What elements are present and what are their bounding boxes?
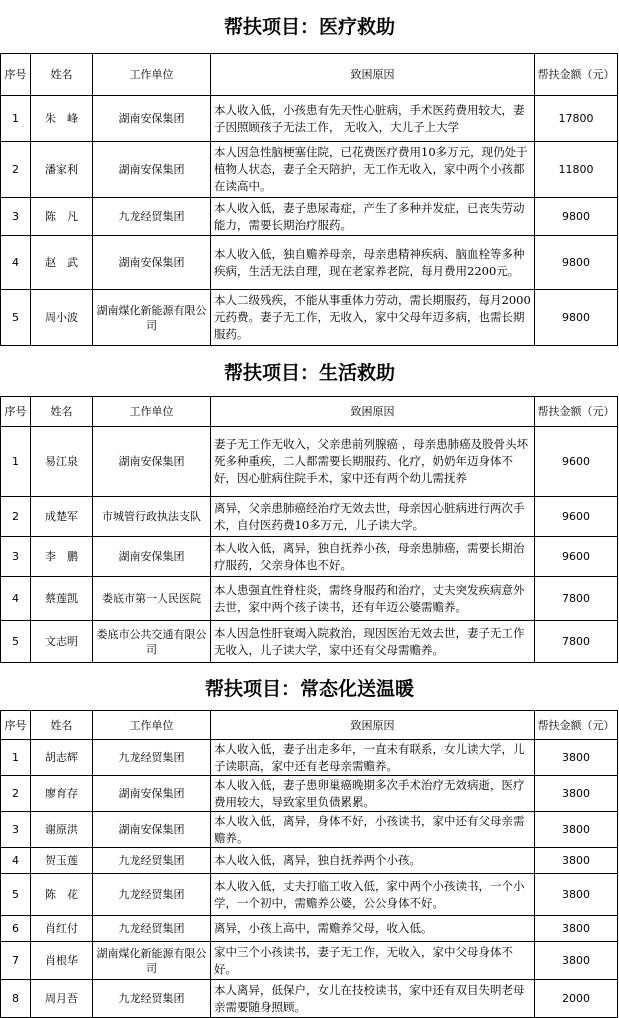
row-reason: 本人收入低，独自赡养母亲，母亲患精神疾病、脑血栓等多种疾病，生活无法自理，现在老家养老院，每月费用2200元。 xyxy=(211,236,535,290)
row-reason: 本人收入低，离异，独自抚养小孩，母亲患肺癌，需要长期治疗服药，父亲身体也不好。 xyxy=(211,537,535,577)
header-unit: 工作单位 xyxy=(93,54,211,96)
row-reason: 本人收入低，妻子出走多年，一直未有联系，女儿读大学，儿子读职高，家中还有老母亲需赡养。 xyxy=(211,740,535,776)
row-amount: 9800 xyxy=(535,290,618,346)
row-no: 3 xyxy=(1,198,31,236)
row-unit: 湖南安保集团 xyxy=(93,96,211,142)
table-row xyxy=(1,236,618,290)
table-row xyxy=(1,621,618,663)
row-reason: 本人收入低，离异，身体不好，小孩读书，家中还有父母亲需赡养。 xyxy=(211,812,535,848)
row-reason: 本人收入低，妻子患尿毒症，产生了多种并发症，已丧失劳动能力，需要长期治疗服药。 xyxy=(211,198,535,236)
row-unit: 湖南安保集团 xyxy=(93,142,211,198)
row-amount: 3800 xyxy=(535,942,618,980)
row-unit: 湖南安保集团 xyxy=(93,776,211,812)
row-reason: 本人收入低，丈夫打临工收入低，家中两个小孩读书，一个小学，一个初中，需赡养公婆，公公身体不好。 xyxy=(211,874,535,916)
table-row xyxy=(1,290,618,346)
row-no: 8 xyxy=(1,980,31,1018)
header-no: 序号 xyxy=(1,54,31,96)
section-title-warmth: 帮扶项目：常态化送温暖 xyxy=(204,678,414,700)
row-amount: 3800 xyxy=(535,874,618,916)
row-name: 胡志辉 xyxy=(31,740,93,776)
row-name: 周月吾 xyxy=(31,980,93,1018)
table-row xyxy=(1,980,618,1018)
row-reason: 离异，小孩上高中，需赡养父母，收入低。 xyxy=(211,916,535,942)
table-header-row xyxy=(1,54,618,96)
table-row xyxy=(1,537,618,577)
table-row xyxy=(1,740,618,776)
table-row xyxy=(1,577,618,621)
row-name: 谢原洪 xyxy=(31,812,93,848)
row-name: 文志明 xyxy=(31,621,93,663)
table-row xyxy=(1,812,618,848)
row-name: 赵 武 xyxy=(31,236,93,290)
row-amount: 9600 xyxy=(535,427,618,497)
row-name: 陈 花 xyxy=(31,874,93,916)
row-name: 肖根华 xyxy=(31,942,93,980)
table-row xyxy=(1,497,618,537)
row-unit: 九龙经贸集团 xyxy=(93,198,211,236)
row-amount: 7800 xyxy=(535,577,618,621)
table-header-row xyxy=(1,711,618,740)
header-no: 序号 xyxy=(1,711,31,740)
row-unit: 湖南安保集团 xyxy=(93,537,211,577)
header-unit: 工作单位 xyxy=(93,397,211,427)
row-amount: 3800 xyxy=(535,812,618,848)
row-unit: 九龙经贸集团 xyxy=(93,980,211,1018)
row-reason: 本人离异，低保户，女儿在技校读书，家中还有双目失明老母亲需要随身照顾。 xyxy=(211,980,535,1018)
header-amount: 帮扶金额（元） xyxy=(535,54,618,96)
row-amount: 9800 xyxy=(535,236,618,290)
header-amount: 帮扶金额（元） xyxy=(535,711,618,740)
row-no: 4 xyxy=(1,577,31,621)
header-name: 姓名 xyxy=(31,397,93,427)
row-no: 3 xyxy=(1,812,31,848)
row-unit: 九龙经贸集团 xyxy=(93,874,211,916)
row-amount: 9600 xyxy=(535,497,618,537)
row-amount: 9600 xyxy=(535,537,618,577)
row-unit: 湖南安保集团 xyxy=(93,812,211,848)
row-no: 4 xyxy=(1,236,31,290)
row-name: 周小波 xyxy=(31,290,93,346)
row-name: 易江泉 xyxy=(31,427,93,497)
row-unit: 九龙经贸集团 xyxy=(93,848,211,874)
row-no: 1 xyxy=(1,427,31,497)
row-unit: 娄底市公共交通有限公司 xyxy=(93,621,211,663)
row-reason: 本人收入低，离异，独自抚养两个小孩。 xyxy=(211,848,535,874)
section-title-medical: 帮扶项目：医疗救助 xyxy=(223,16,395,38)
row-unit: 九龙经贸集团 xyxy=(93,740,211,776)
table-row xyxy=(1,942,618,980)
section-title-living: 帮扶项目：生活救助 xyxy=(223,362,395,384)
table-row xyxy=(1,96,618,142)
row-amount: 3800 xyxy=(535,776,618,812)
header-name: 姓名 xyxy=(31,54,93,96)
row-no: 1 xyxy=(1,96,31,142)
row-no: 3 xyxy=(1,537,31,577)
row-no: 5 xyxy=(1,621,31,663)
row-no: 2 xyxy=(1,497,31,537)
row-amount: 3800 xyxy=(535,848,618,874)
row-name: 廖育存 xyxy=(31,776,93,812)
row-reason: 离异，父亲患肺癌经治疗无效去世，母亲因心脏病进行两次手术，自付医药费10多万元，儿子读大学。 xyxy=(211,497,535,537)
row-reason: 妻子无工作无收入，父亲患前列腺癌 ，母亲患肺癌及股骨头坏死多种重疾，二人都需要长期服药、化疗，奶奶年迈身体不好，因心脏病住院手术，家中还有两个幼儿需抚养 xyxy=(211,427,535,497)
table-row xyxy=(1,874,618,916)
row-no: 7 xyxy=(1,942,31,980)
table-row xyxy=(1,776,618,812)
header-amount: 帮扶金额（元） xyxy=(535,397,618,427)
row-unit: 九龙经贸集团 xyxy=(93,916,211,942)
row-amount: 2000 xyxy=(535,980,618,1018)
warmth-aid-table xyxy=(0,710,618,1018)
row-name: 陈 凡 xyxy=(31,198,93,236)
header-unit: 工作单位 xyxy=(93,711,211,740)
row-reason: 本人收入低，小孩患有先天性心脏病，手术医药费用较大，妻子因照顾孩子无法工作， 无收入，大儿子上大学 xyxy=(211,96,535,142)
row-reason: 本人二级残疾，不能从事重体力劳动，需长期服药，每月2000元药费。妻子无工作，无收入，家中父母年迈多病，也需长期服药。 xyxy=(211,290,535,346)
row-no: 2 xyxy=(1,776,31,812)
row-amount: 17800 xyxy=(535,96,618,142)
header-name: 姓名 xyxy=(31,711,93,740)
row-no: 1 xyxy=(1,740,31,776)
row-amount: 9800 xyxy=(535,198,618,236)
table-header-row xyxy=(1,397,618,427)
table-row xyxy=(1,198,618,236)
table-row xyxy=(1,427,618,497)
row-no: 4 xyxy=(1,848,31,874)
row-amount: 3800 xyxy=(535,740,618,776)
row-reason: 本人患强直性脊柱炎，需终身服药和治疗，丈夫突发疾病意外去世，家中两个孩子读书，还有年迈公婆需赡养。 xyxy=(211,577,535,621)
medical-aid-table xyxy=(0,53,618,346)
header-no: 序号 xyxy=(1,397,31,427)
row-amount: 11800 xyxy=(535,142,618,198)
row-name: 蔡莲凯 xyxy=(31,577,93,621)
row-name: 李 鹏 xyxy=(31,537,93,577)
row-reason: 本人因急性肝衰竭入院救治，现因医治无效去世，妻子无工作无收入，儿子读大学，家中还有父母需赡养。 xyxy=(211,621,535,663)
header-reason: 致困原因 xyxy=(211,397,535,427)
row-name: 贺玉莲 xyxy=(31,848,93,874)
table-row xyxy=(1,916,618,942)
row-unit: 娄底市第一人民医院 xyxy=(93,577,211,621)
row-unit: 湖南安保集团 xyxy=(93,236,211,290)
row-name: 肖红付 xyxy=(31,916,93,942)
row-reason: 家中三个小孩读书，妻子无工作，无收入，家中父母身体不好。 xyxy=(211,942,535,980)
row-reason: 本人因急性脑梗塞住院，已花费医疗费用10多万元，现仍处于植物人状态，妻子全天陪护，无工作无收入，家中两个小孩都在读高中。 xyxy=(211,142,535,198)
table-row xyxy=(1,848,618,874)
row-unit: 湖南煤化新能源有限公司 xyxy=(93,290,211,346)
row-no: 6 xyxy=(1,916,31,942)
row-unit: 湖南煤化新能源有限公司 xyxy=(93,942,211,980)
row-amount: 3800 xyxy=(535,916,618,942)
living-aid-table xyxy=(0,396,618,663)
row-amount: 7800 xyxy=(535,621,618,663)
row-unit: 湖南安保集团 xyxy=(93,427,211,497)
row-no: 5 xyxy=(1,874,31,916)
row-unit: 市城管行政执法支队 xyxy=(93,497,211,537)
row-reason: 本人收入低，妻子患卵巢癌晚期多次手术治疗无效病逝，医疗费用较大，导致家里负债累累。 xyxy=(211,776,535,812)
header-reason: 致困原因 xyxy=(211,54,535,96)
row-no: 5 xyxy=(1,290,31,346)
row-name: 潘家利 xyxy=(31,142,93,198)
row-name: 朱 峰 xyxy=(31,96,93,142)
table-row xyxy=(1,142,618,198)
header-reason: 致困原因 xyxy=(211,711,535,740)
row-name: 成楚军 xyxy=(31,497,93,537)
row-no: 2 xyxy=(1,142,31,198)
